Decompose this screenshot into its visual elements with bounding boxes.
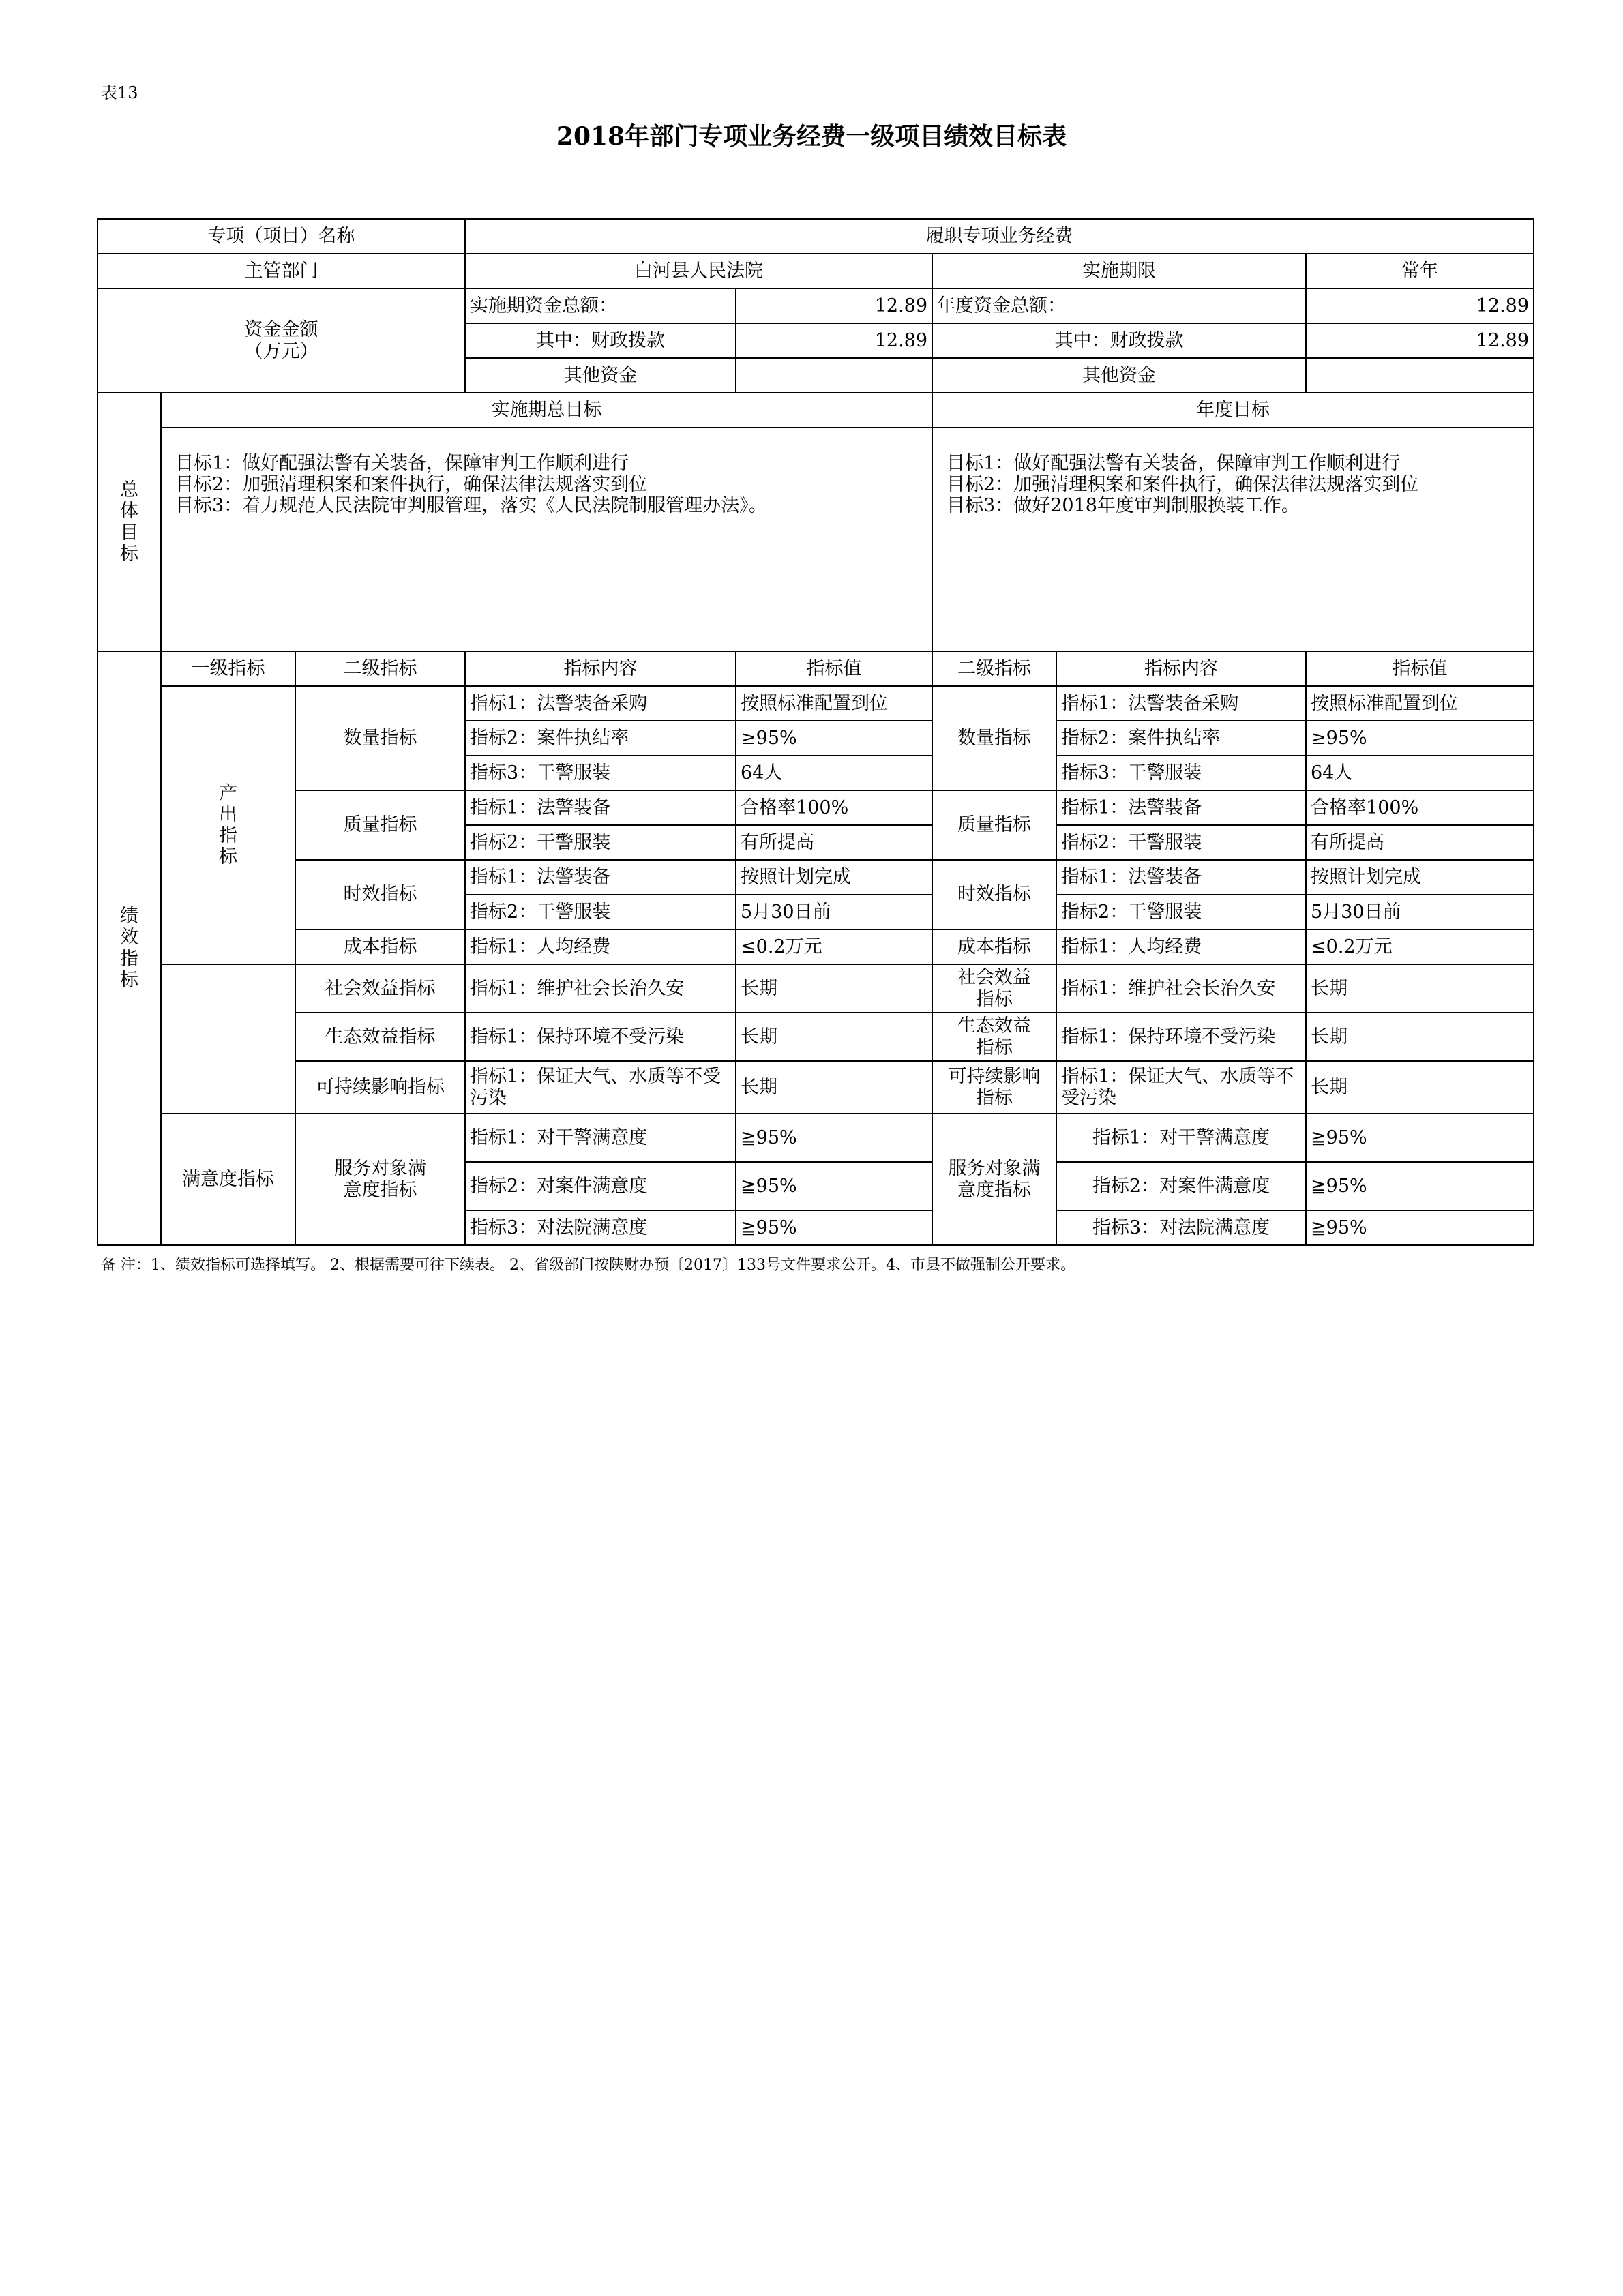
indicator-content-annual: 指标1：保持环境不受污染: [1056, 1013, 1306, 1061]
indicator-content-annual: 指标1：法警装备: [1056, 860, 1306, 895]
indicator-value: 长期: [736, 1013, 932, 1061]
indicator-content: 指标3：干警服装: [465, 756, 736, 790]
indicator-value-annual: 按照计划完成: [1306, 860, 1534, 895]
indicator-content: 指标3：对法院满意度: [465, 1210, 736, 1245]
indicator-value-annual: ≥95%: [1306, 721, 1534, 756]
header-level1: 一级指标: [161, 651, 295, 686]
header-content: 指标内容: [465, 651, 736, 686]
indicator-content-annual: 指标2：干警服装: [1056, 825, 1306, 860]
annual-goal-3: 目标3：做好2018年度审判制服换装工作。: [947, 495, 1300, 517]
period-goal-2: 目标2：加强清理积案和案件执行，确保法律法规落实到位: [175, 474, 648, 496]
annual-goals-cell: [932, 428, 1534, 651]
indicator-value-annual: 长期: [1306, 1061, 1534, 1114]
indicator-content-annual: 指标2：案件执结率: [1056, 721, 1306, 756]
indicator-value: 长期: [736, 964, 932, 1013]
annual-goal-1: 目标1：做好配强法警有关装备，保障审判工作顺利进行: [947, 453, 1401, 474]
department-label: 主管部门: [98, 254, 465, 288]
indicator-content: 指标1：保证大气、水质等不受污染: [465, 1061, 736, 1114]
fiscal-funds-value: 12.89: [736, 323, 932, 358]
quality-indicator: 质量指标: [295, 790, 465, 860]
service-satisfaction-indicator: 服务对象满意度指标: [295, 1114, 465, 1245]
indicator-value-annual: 长期: [1306, 964, 1534, 1013]
indicator-content: 指标1：对干警满意度: [465, 1114, 736, 1162]
social-indicator-annual: 社会效益指标: [932, 964, 1056, 1013]
period-goal-1: 目标1：做好配强法警有关装备，保障审判工作顺利进行: [175, 453, 629, 474]
satisfaction-indicators-label: 满意度指标: [161, 1114, 295, 1245]
funds-label: 资金金额: [244, 319, 318, 341]
indicator-value-annual: 按照标准配置到位: [1306, 686, 1534, 721]
table-number: 表13: [101, 83, 138, 102]
indicator-value: 有所提高: [736, 825, 932, 860]
annual-fiscal-value: 12.89: [1306, 323, 1534, 358]
header-value-annual: 指标值: [1306, 651, 1534, 686]
indicator-value: ≧95%: [736, 1210, 932, 1245]
indicator-content-annual: 指标1：对干警满意度: [1056, 1114, 1306, 1162]
quantity-indicator-annual: 数量指标: [932, 686, 1056, 790]
indicator-content: 指标2：对案件满意度: [465, 1162, 736, 1210]
indicator-value: ≧95%: [736, 1162, 932, 1210]
document-title: 2018年部门专项业务经费一级项目绩效目标表: [556, 122, 1067, 151]
indicator-content: 指标1：人均经费: [465, 929, 736, 964]
fiscal-funds-label: 其中：财政拨款: [465, 323, 736, 358]
annual-other-value: [1306, 358, 1534, 393]
indicator-value-annual: 长期: [1306, 1013, 1534, 1061]
indicator-content: 指标1：法警装备: [465, 860, 736, 895]
indicator-value: 合格率100%: [736, 790, 932, 825]
header-value: 指标值: [736, 651, 932, 686]
indicator-content-annual: 指标1：维护社会长治久安: [1056, 964, 1306, 1013]
indicator-value: ≧95%: [736, 1114, 932, 1162]
sustainable-indicator-annual: 可持续影响指标: [932, 1061, 1056, 1114]
indicator-value: 长期: [736, 1061, 932, 1114]
indicator-value-annual: 5月30日前: [1306, 895, 1534, 929]
indicator-content-annual: 指标1：法警装备采购: [1056, 686, 1306, 721]
indicator-value: ≥95%: [736, 721, 932, 756]
other-funds-label: 其他资金: [465, 358, 736, 393]
annual-goal-2: 目标2：加强清理积案和案件执行，确保法律法规落实到位: [947, 474, 1419, 496]
quality-indicator-annual: 质量指标: [932, 790, 1056, 860]
project-name-label: 专项（项目）名称: [98, 219, 465, 254]
indicator-value-annual: ≤0.2万元: [1306, 929, 1534, 964]
timeliness-indicator-annual: 时效指标: [932, 860, 1056, 929]
indicator-content: 指标2：干警服装: [465, 825, 736, 860]
annual-goals-header: 年度目标: [932, 393, 1534, 428]
service-satisfaction-indicator-annual: 服务对象满意度指标: [932, 1114, 1056, 1245]
period-goal-3: 目标3：着力规范人民法院审判服管理，落实《人民法院制服管理办法》。: [175, 495, 767, 517]
cost-indicator-annual: 成本指标: [932, 929, 1056, 964]
indicator-content: 指标1：法警装备: [465, 790, 736, 825]
footnote: 备 注：1、绩效指标可选择填写。 2、根据需要可往下续表。 2、省级部门按陕财办预〔2017〕133号文件要求公开。4、市县不做强制公开要求。: [101, 1257, 1075, 1274]
indicator-value-annual: ≧95%: [1306, 1210, 1534, 1245]
indicator-content: 指标1：维护社会长治久安: [465, 964, 736, 1013]
total-funds-label: 实施期资金总额：: [465, 288, 736, 323]
cost-indicator: 成本指标: [295, 929, 465, 964]
indicators-section-label: 绩 效 指 标: [98, 651, 161, 1245]
header-level2: 二级指标: [295, 651, 465, 686]
effect-indicators-blank: [161, 964, 295, 1114]
quantity-indicator: 数量指标: [295, 686, 465, 790]
indicator-value-annual: 合格率100%: [1306, 790, 1534, 825]
period-goals-header: 实施期总目标: [161, 393, 932, 428]
ecological-indicator-annual: 生态效益指标: [932, 1013, 1056, 1061]
indicator-content: 指标1：法警装备采购: [465, 686, 736, 721]
social-indicator: 社会效益指标: [295, 964, 465, 1013]
indicator-value: 按照标准配置到位: [736, 686, 932, 721]
indicator-value-annual: 有所提高: [1306, 825, 1534, 860]
indicator-content-annual: 指标1：人均经费: [1056, 929, 1306, 964]
indicator-value: ≤0.2万元: [736, 929, 932, 964]
performance-target-table: [97, 218, 1534, 1246]
department-value: 白河县人民法院: [465, 254, 932, 288]
project-name-value: 履职专项业务经费: [465, 219, 1534, 254]
header-level2-annual: 二级指标: [932, 651, 1056, 686]
indicator-value-annual: ≧95%: [1306, 1114, 1534, 1162]
sustainable-indicator: 可持续影响指标: [295, 1061, 465, 1114]
funds-label-cell: [98, 288, 465, 393]
indicator-value: 64人: [736, 756, 932, 790]
indicator-content-annual: 指标2：干警服装: [1056, 895, 1306, 929]
output-indicators-label: 产 出 指 标: [161, 686, 295, 964]
annual-other-label: 其他资金: [932, 358, 1306, 393]
header-content-annual: 指标内容: [1056, 651, 1306, 686]
ecological-indicator: 生态效益指标: [295, 1013, 465, 1061]
indicator-value: 按照计划完成: [736, 860, 932, 895]
indicator-content: 指标1：保持环境不受污染: [465, 1013, 736, 1061]
indicator-content: 指标2：干警服装: [465, 895, 736, 929]
indicator-value-annual: 64人: [1306, 756, 1534, 790]
indicator-content-annual: 指标2：对案件满意度: [1056, 1162, 1306, 1210]
annual-total-label: 年度资金总额：: [932, 288, 1306, 323]
indicator-value: 5月30日前: [736, 895, 932, 929]
indicator-content-annual: 指标1：法警装备: [1056, 790, 1306, 825]
total-funds-value: 12.89: [736, 288, 932, 323]
period-goals-cell: [161, 428, 932, 651]
annual-total-value: 12.89: [1306, 288, 1534, 323]
indicator-value-annual: ≧95%: [1306, 1162, 1534, 1210]
indicator-content: 指标2：案件执结率: [465, 721, 736, 756]
other-funds-value: [736, 358, 932, 393]
funds-unit: （万元）: [244, 340, 318, 362]
overall-goals-section-label: 总 体 目 标: [98, 393, 161, 651]
timeliness-indicator: 时效指标: [295, 860, 465, 929]
indicator-content-annual: 指标1：保证大气、水质等不受污染: [1056, 1061, 1306, 1114]
period-label: 实施期限: [932, 254, 1306, 288]
annual-fiscal-label: 其中：财政拨款: [932, 323, 1306, 358]
indicator-content-annual: 指标3：干警服装: [1056, 756, 1306, 790]
indicator-content-annual: 指标3：对法院满意度: [1056, 1210, 1306, 1245]
period-value: 常年: [1306, 254, 1534, 288]
